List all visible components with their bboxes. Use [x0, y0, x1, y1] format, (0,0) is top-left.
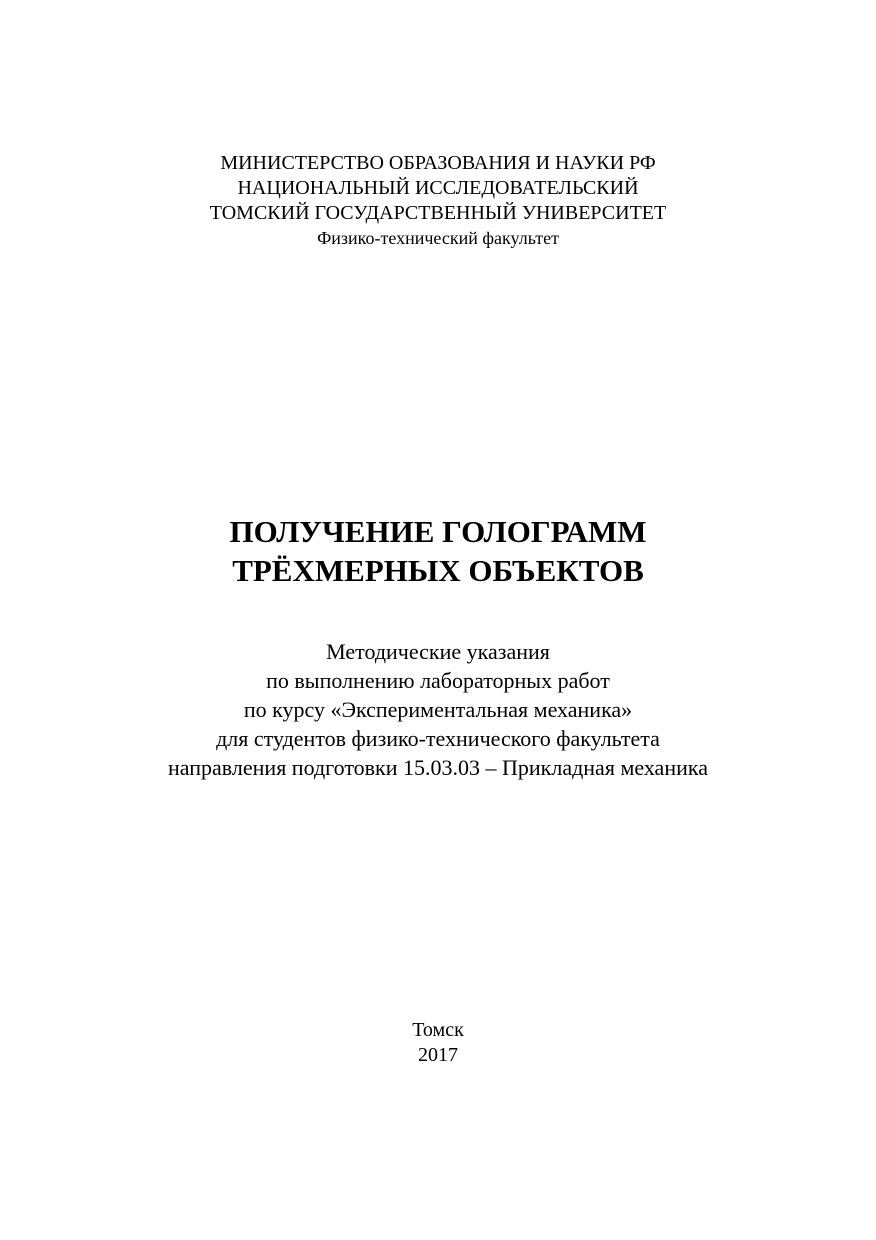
description-line-4: для студентов физико-технического факультета — [216, 726, 660, 751]
description-line-2: по выполнению лабораторных работ — [266, 668, 610, 693]
document-description — [0, 637, 876, 782]
university-line-2: ТОМСКИЙ ГОСУДАРСТВЕННЫЙ УНИВЕРСИТЕТ — [209, 202, 667, 224]
ministry-line: МИНИСТЕРСТВО ОБРАЗОВАНИЯ И НАУКИ РФ — [220, 152, 656, 174]
description-line-1: Методические указания — [326, 639, 550, 664]
title-line-1: ПОЛУЧЕНИЕ ГОЛОГРАММ — [229, 514, 647, 549]
faculty-line: Физико-технический факультет — [317, 228, 559, 248]
imprint — [0, 1018, 876, 1068]
university-line-1: НАЦИОНАЛЬНЫЙ ИССЛЕДОВАТЕЛЬСКИЙ — [237, 177, 639, 199]
year: 2017 — [418, 1044, 458, 1066]
description-line-3: по курсу «Экспериментальная механика» — [243, 697, 633, 722]
document-title — [0, 512, 876, 590]
institution-header — [0, 151, 876, 251]
city: Томск — [412, 1019, 464, 1041]
description-line-5: направления подготовки 15.03.03 – Прикладная механика — [168, 755, 708, 780]
title-line-2: ТРЁХМЕРНЫХ ОБЪЕКТОВ — [232, 553, 644, 588]
